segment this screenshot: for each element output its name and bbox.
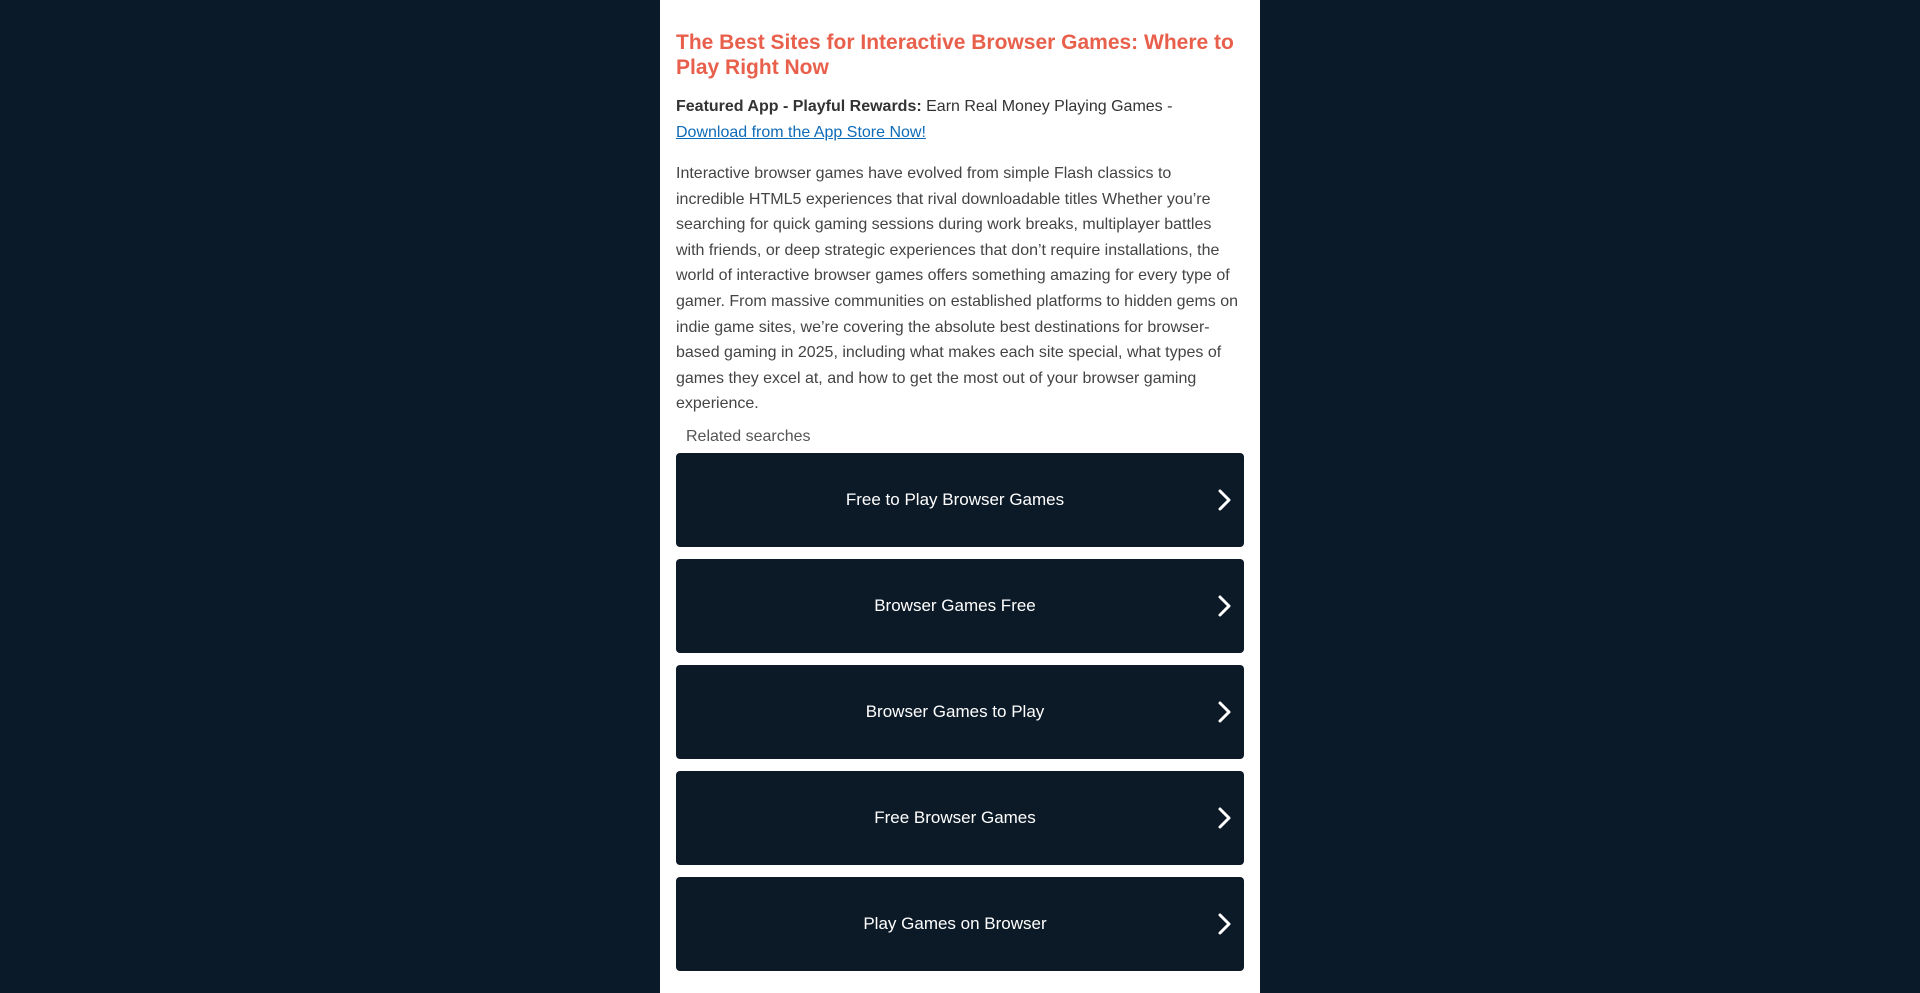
related-search-browser-games-free[interactable] xyxy=(676,559,1244,653)
chevron-right-icon xyxy=(1214,700,1234,724)
related-search-label: Browser Games to Play xyxy=(865,701,1045,721)
chevron-right-icon xyxy=(1214,806,1234,830)
article-page xyxy=(660,0,1260,993)
related-search-label: Free Browser Games xyxy=(874,807,1036,827)
article-content xyxy=(660,0,1260,971)
related-search-browser-games-to-play[interactable] xyxy=(676,665,1244,759)
article-title: The Best Sites for Interactive Browser Games: Where to Play Right Now xyxy=(676,31,1234,79)
related-search-label: Play Games on Browser xyxy=(863,913,1047,933)
related-search-free-browser-games[interactable] xyxy=(676,771,1244,865)
chevron-right-icon xyxy=(1214,488,1234,512)
featured-app-line xyxy=(676,94,1244,146)
app-store-download-link[interactable]: Download from the App Store Now! xyxy=(676,124,926,141)
chevron-right-icon xyxy=(1214,594,1234,618)
chevron-right-icon xyxy=(1214,912,1234,936)
related-search-free-to-play-browser-games[interactable] xyxy=(676,453,1244,547)
related-searches-list xyxy=(676,453,1244,971)
related-searches-heading: Related searches xyxy=(686,427,811,445)
featured-app-text: Earn Real Money Playing Games - xyxy=(921,98,1173,115)
related-search-label: Free to Play Browser Games xyxy=(845,489,1065,509)
featured-app-label: Featured App - Playful Rewards: xyxy=(676,98,922,115)
related-search-play-games-on-browser[interactable] xyxy=(676,877,1244,971)
related-search-label: Browser Games Free xyxy=(874,595,1036,615)
intro-paragraph: Interactive browser games have evolved from simple Flash classics to incredible HTML5 experiences that rival downloadable titles Whether you’re searching for quick gaming sessions during work breaks, multiplayer battles with friends, or deep strategic experiences that don’t require installations, the world of interactive browser games offers something amazing for every type of gamer. From massive communities on established platforms to hidden gems on indie game sites, we’re covering the absolute best destinations for browser-based gaming in 2025, including what makes each site special, what types of games they excel at, and how to get the most out of your browser gaming experience. xyxy=(676,165,1239,413)
